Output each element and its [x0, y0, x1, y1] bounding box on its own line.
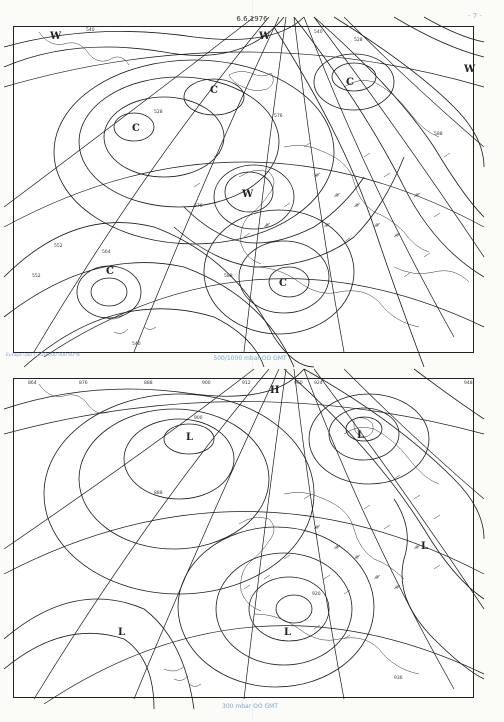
contour-label: 876: [79, 381, 88, 386]
contour-label: 920: [312, 592, 321, 597]
contour-labels: [28, 380, 473, 681]
contour-label: 888: [144, 381, 153, 386]
contour-label: 924: [314, 381, 323, 386]
low-pressure-symbol: L: [421, 541, 429, 552]
pressure-systems: [118, 385, 428, 638]
contour-label: 960: [294, 381, 303, 386]
warm-center-symbol: W: [464, 64, 476, 75]
cold-center-symbol: C: [132, 123, 140, 134]
station-plots: [244, 475, 440, 639]
isolines: [4, 369, 484, 709]
contour-label: 936: [394, 676, 403, 681]
lower-map-300mbar: [13, 378, 474, 698]
low-pressure-symbol: L: [186, 432, 194, 443]
contour-label: 900: [202, 381, 211, 386]
scale-note: Europa (abr.) 1:20 000 000 60°N: [6, 353, 80, 358]
contour-label: 540: [86, 28, 95, 33]
low-pressure-symbol: L: [357, 430, 365, 441]
upper-map-caption: 500/1000 mbar OO GMT: [213, 355, 287, 362]
chart-date: 6.6.1976: [236, 15, 268, 23]
cold-center-symbol: C: [346, 77, 354, 88]
warm-center-symbol: W: [259, 31, 271, 42]
contour-label: 576: [274, 114, 283, 119]
pressure-systems: [49, 31, 476, 289]
contour-label: 888: [154, 491, 163, 496]
contour-label: 864: [28, 381, 37, 386]
contour-label: 588: [434, 132, 443, 137]
contour-label: 564: [102, 250, 111, 255]
coastlines: [39, 32, 469, 333]
contour-label: 948: [464, 381, 473, 386]
cold-center-symbol: C: [106, 266, 114, 277]
high-pressure-symbol: H: [270, 385, 280, 396]
warm-center-symbol: W: [50, 31, 62, 42]
lower-map-canvas: [14, 379, 473, 697]
contour-label: 912: [242, 381, 251, 386]
warm-center-symbol: W: [242, 189, 254, 200]
contour-label: 900: [194, 416, 203, 421]
upper-map-canvas: [14, 27, 476, 352]
contour-label: 528: [154, 110, 163, 115]
low-pressure-symbol: L: [284, 627, 292, 638]
contour-label: 540: [132, 342, 141, 347]
upper-map-500-1000mbar: [13, 26, 474, 353]
contour-label: 588: [224, 274, 233, 279]
contour-label: 576: [194, 204, 203, 209]
contour-label: 540: [314, 30, 323, 35]
lower-map-caption: 300 mbar OO GMT: [222, 703, 278, 710]
cold-center-symbol: C: [210, 85, 218, 96]
graticule: [4, 369, 484, 704]
coastlines: [39, 384, 439, 687]
contour-label: 552: [32, 274, 41, 279]
page-number: - 7 -: [468, 12, 482, 20]
contour-label: 528: [354, 38, 363, 43]
cold-center-symbol: C: [279, 278, 287, 289]
contour-label: 552: [54, 244, 63, 249]
graticule: [4, 17, 484, 357]
low-pressure-symbol: L: [118, 627, 126, 638]
station-plots: [194, 143, 450, 277]
